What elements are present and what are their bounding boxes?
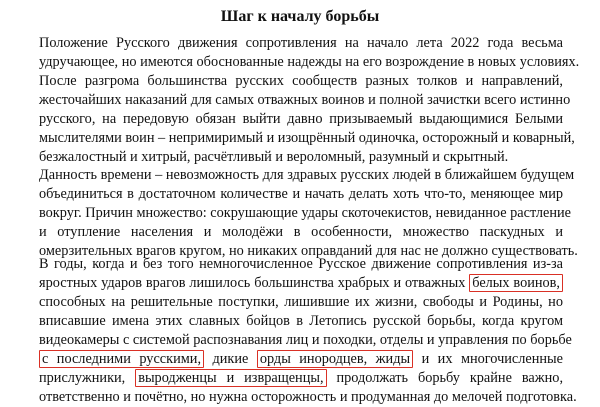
paragraph-2-line-4: и отупление населения и молодёжи в особенности, множество паскудных и	[39, 224, 563, 240]
highlight-box-last-russians: с последними русскими,	[39, 350, 204, 368]
paragraph-3-line-7-text-start: прислужники,	[39, 370, 126, 386]
paragraph-3-line-8: ответственно и почётно, но нужна осторожность и продуманная до мелочей подготовка.	[39, 389, 577, 405]
paragraph-3-line-1: В годы, когда и без того немногочисленное Русское движение сопротивления из-за	[39, 256, 563, 272]
paragraph-3-line-4: вписавшие имена этих славных бойцов в Летопись русской борьбы, когда кругом	[39, 313, 563, 329]
paragraph-1-line-6: мыслителями воин – непримиримый и изощрённый одиночка, осторожный и коварный,	[39, 130, 575, 146]
paragraph-3-line-7-text-end: продолжать борьбу крайне важно,	[336, 370, 564, 386]
highlight-box-degenerates: выродженцы и извращенцы,	[135, 369, 326, 387]
paragraph-1-line-2: удручающее, но имеются обоснованные надежды на его возрождение в новых условиях.	[39, 54, 580, 70]
paragraph-3-line-5: видеокамеры с системой распознавания лиц и походки, отделы и управления по борьбе	[39, 332, 572, 348]
paragraph-2-line-2: объединиться в достаточном количестве и начать делать хоть что-то, меняющее мир	[39, 186, 563, 202]
paragraph-3-line-6	[39, 350, 563, 369]
paragraph-1-line-5: русского, на передовую обязан выйти давно призываемый выдающимися Белыми	[39, 111, 563, 127]
paragraph-1-line-7: безжалостный и хитрый, расчётливый и вероломный, разумный и скрытный.	[39, 149, 509, 165]
paragraph-2-line-1: Данность времени – невозможность для здравых русских людей в ближайшем будущем	[39, 167, 575, 183]
paragraph-3-line-7	[39, 369, 563, 388]
paragraph-3-line-2-text: яростных ударов врагов лишилось большинства храбрых и отважных	[39, 275, 466, 291]
highlight-box-hordes: орды инородцев, жиды	[257, 350, 413, 368]
paragraph-3-line-6-text-mid: дикие	[212, 351, 249, 367]
paragraph-3-line-2	[39, 274, 563, 293]
paragraph-1-line-4: жесточайших наказаний для самых отважных воинов и полной зачистки всего истинно	[39, 92, 571, 108]
highlight-box-white-warriors: белых воинов,	[469, 274, 563, 292]
paragraph-2-line-5: омерзительных врагов кругом, но никаких оправданий для нас не должно существовать.	[39, 243, 578, 259]
document-title: Шаг к началу борьбы	[220, 8, 380, 25]
paragraph-3-line-6-text-end: и их многочисленные	[421, 351, 563, 367]
paragraph-2-line-3: вокруг. Причин множество: сокрушающие удары скоточекистов, невиданное растление	[39, 205, 571, 221]
paragraph-1-line-1: Положение Русского движения сопротивления на начало лета 2022 года весьма	[39, 35, 563, 51]
paragraph-3-line-3: способных на решительные поступки, лишившие их жизни, свободы и Родины, но	[39, 294, 563, 310]
paragraph-1-line-3: После разгрома большинства русских сообществ разных толков и направлений,	[39, 73, 563, 89]
